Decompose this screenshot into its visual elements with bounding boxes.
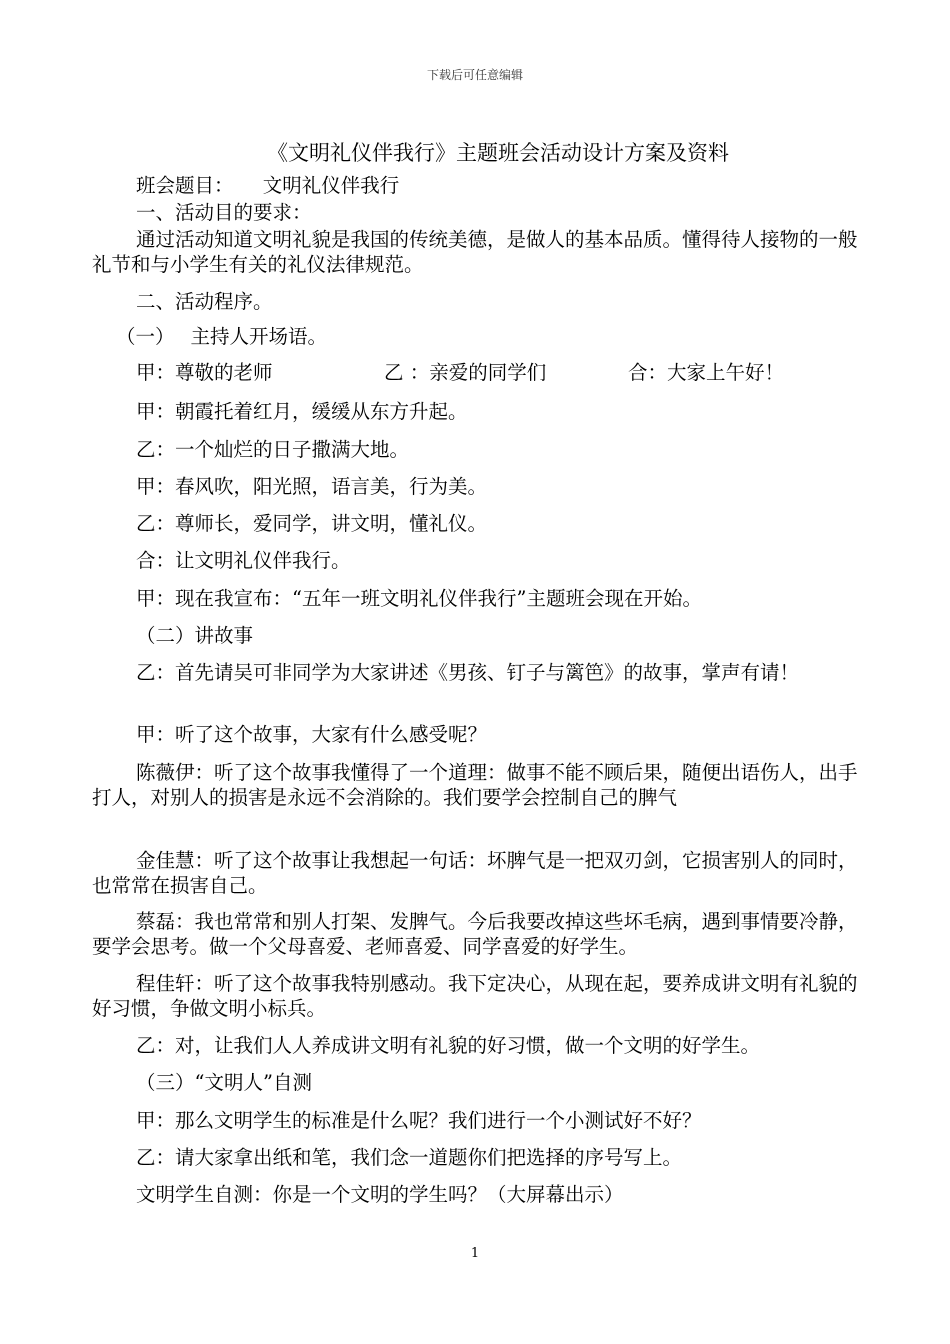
page-number: 1 (470, 1246, 480, 1261)
subsection-story: （二）讲故事 (136, 624, 254, 647)
section-heading-goals: 一、活动目的要求： (136, 201, 312, 224)
document-title: 《文明礼仪伴我行》主题班会活动设计方案及资料 (267, 141, 729, 165)
dialogue-line: 合：让文明礼仪伴我行。 (136, 549, 351, 572)
dialogue-line: 金佳慧：听了这个故事让我想起一句话：坏脾气是一把双刃剑，它损害别人的同时，也常常在损害自己。 (92, 849, 858, 897)
goals-paragraph: 通过活动知道文明礼貌是我国的传统美德，是做人的基本品质。懂得待人接物的一般礼节和与小学生有关的礼仪法律规范。 (92, 228, 858, 276)
section-heading-procedure: 二、活动程序。 (136, 290, 273, 313)
dialogue-line: 文明学生自测：你是一个文明的学生吗？（大屏幕出示） (136, 1183, 624, 1206)
header-note: 下载后可任意编辑 (426, 68, 523, 82)
dialogue-line: 乙：对，让我们人人养成讲文明有礼貌的好习惯，做一个文明的好学生。 (136, 1034, 761, 1057)
dialogue-line: 甲：现在我宣布：“五年一班文明礼仪伴我行”主题班会现在开始。 (136, 587, 702, 610)
dialogue-line: 甲：听了这个故事，大家有什么感受呢？ (136, 723, 488, 746)
dialogue-line: 乙：一个灿烂的日子撒满大地。 (136, 438, 410, 461)
subsection-self-test: （三）“文明人”自测 (136, 1071, 312, 1094)
dialogue-line: 乙：请大家拿出纸和笔，我们念一道题你们把选择的序号写上。 (136, 1146, 683, 1169)
greeting-b: 乙 ：亲爱的同学们 (384, 361, 547, 384)
dialogue-line: 甲：春风吹，阳光照，语言美，行为美。 (136, 475, 488, 498)
dialogue-line: 乙：首先请吴可非同学为大家讲述《男孩、钉子与篱笆》的故事，掌声有请！ (136, 661, 800, 684)
dialogue-line: 甲：朝霞托着红月，缓缓从东方升起。 (136, 400, 468, 423)
greeting-a: 甲：尊敬的老师 (136, 361, 273, 384)
dialogue-line: 蔡磊：我也常常和别人打架、发脾气。今后我要改掉这些坏毛病，遇到事情要冷静，要学会思考。做一个父母喜爱、老师喜爱、同学喜爱的好学生。 (92, 910, 858, 958)
meeting-topic: 班会题目： 文明礼仪伴我行 (136, 174, 400, 197)
dialogue-line: 甲：那么文明学生的标准是什么呢？我们进行一个小测试好不好？ (136, 1109, 702, 1132)
subsection-opening: （一） 主持人开场语。 (116, 325, 327, 348)
greeting-c: 合：大家上午好！ (628, 361, 785, 384)
dialogue-line: 程佳轩：听了这个故事我特别感动。我下定决心，从现在起，要养成讲文明有礼貌的好习惯，争做文明小标兵。 (92, 972, 858, 1020)
dialogue-line: 陈薇伊：听了这个故事我懂得了一个道理：做事不能不顾后果，随便出语伤人，出手打人，对别人的损害是永远不会消除的。我们要学会控制自己的脾气 (92, 761, 858, 809)
dialogue-line: 乙：尊师长，爱同学，讲文明，懂礼仪。 (136, 512, 488, 535)
